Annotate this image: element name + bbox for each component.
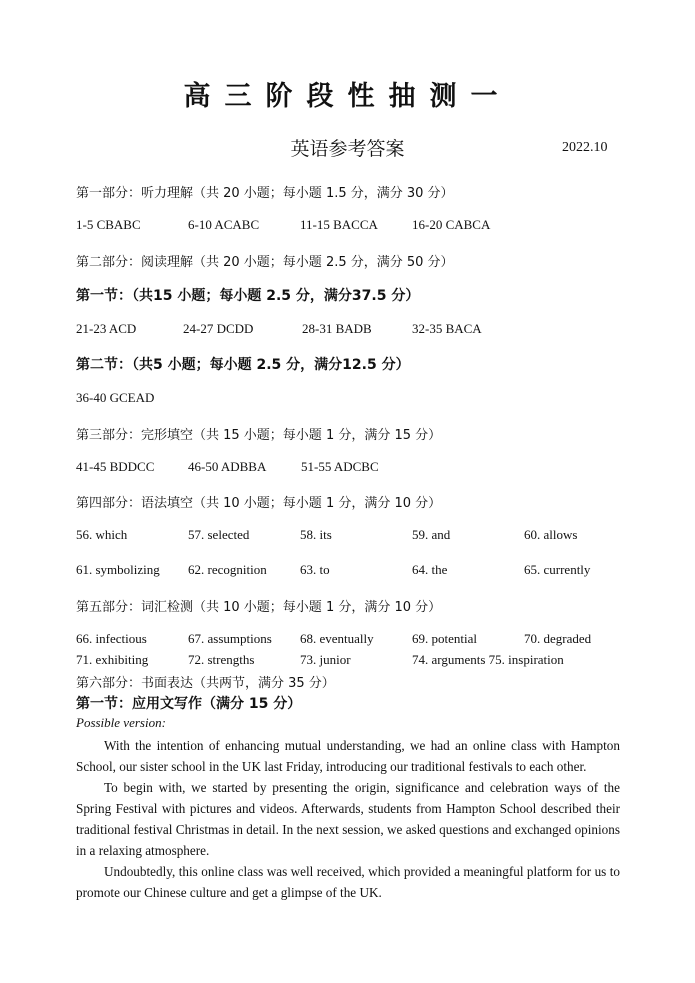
part2-answer: 32-35 BACA [412,321,482,336]
part5-answer: 68. eventually [300,631,374,646]
part5-answer: 73. junior [300,652,351,667]
part6-section1-heading: 第一节：应用文写作（满分 15 分） [76,696,302,712]
part1-answer: 11-15 BACCA [300,217,378,232]
part4-answer: 56. which [76,527,128,542]
part5-answer: 66. infectious [76,631,147,646]
part3-answer: 41-45 BDDCC [76,459,155,474]
part4-answer: 60. allows [524,527,578,542]
document-title: 高三阶段性抽测一 [183,81,512,112]
part2-heading: 第二部分：阅读理解（共 20 小题；每小题 2.5 分，满分 50 分） [76,255,454,270]
part4-answer: 58. its [300,527,332,542]
part3-answer: 46-50 ADBBA [188,459,267,474]
document-date: 2022.10 [562,140,608,155]
possible-version-label: Possible version: [76,715,166,730]
essay-paragraph: Undoubtedly, this online class was well received, which provided a meaningful platform for us to promote our Chinese culture and get a glimpse of the UK. [76,864,620,900]
part5-answer: 70. degraded [524,631,592,646]
essay-paragraph: With the intention of enhancing mutual understanding, we had an online class with Hampton School, our sister school in the UK last Friday, introducing our traditional festivals to each other. [76,738,620,774]
part2-answer: 36-40 GCEAD [76,390,155,405]
part2-answer: 28-31 BADB [302,321,372,336]
part5-answer: 74. arguments 75. inspiration [412,652,564,667]
part4-answer: 63. to [300,562,330,577]
part2-answer: 21-23 ACD [76,321,137,336]
part4-answer: 65. currently [524,562,591,577]
part1-heading: 第一部分：听力理解（共 20 小题；每小题 1.5 分，满分 30 分） [76,186,454,201]
part2-section2-heading: 第二节：（共5 小题；每小题 2.5 分，满分12.5 分） [76,357,410,373]
part4-answer: 59. and [412,527,451,542]
part3-answer: 51-55 ADCBC [301,459,379,474]
part4-answer: 61. symbolizing [76,562,160,577]
part5-answer: 67. assumptions [188,631,272,646]
essay-paragraph: To begin with, we started by presenting the origin, significance and celebration ways of the Spring Festival with pictures and videos. Afterwards, students from Hampton School described their traditional festival Christmas in detail. In the next session, we asked questions and exchanged opinions in a relaxing atmosphere. [76,780,620,858]
part4-heading: 第四部分：语法填空（共 10 小题；每小题 1 分，满分 10 分） [76,496,442,511]
part1-answer: 1-5 CBABC [76,217,141,232]
document-subtitle: 英语参考答案 [290,138,405,160]
part5-answer: 71. exhibiting [76,652,149,667]
part5-answer: 72. strengths [188,652,255,667]
part4-answer: 62. recognition [188,562,267,577]
part6-heading: 第六部分：书面表达（共两节，满分 35 分） [76,676,335,691]
part1-answer: 16-20 CABCA [412,217,491,232]
part2-section1-heading: 第一节：（共15 小题；每小题 2.5 分，满分37.5 分） [76,288,420,304]
part3-heading: 第三部分：完形填空（共 15 小题；每小题 1 分，满分 15 分） [76,428,442,443]
part4-answer: 57. selected [188,527,250,542]
part4-answer: 64. the [412,562,448,577]
part2-answer: 24-27 DCDD [183,321,254,336]
part1-answer: 6-10 ACABC [188,217,260,232]
part5-heading: 第五部分：词汇检测（共 10 小题；每小题 1 分，满分 10 分） [76,600,442,615]
part5-answer: 69. potential [412,631,477,646]
